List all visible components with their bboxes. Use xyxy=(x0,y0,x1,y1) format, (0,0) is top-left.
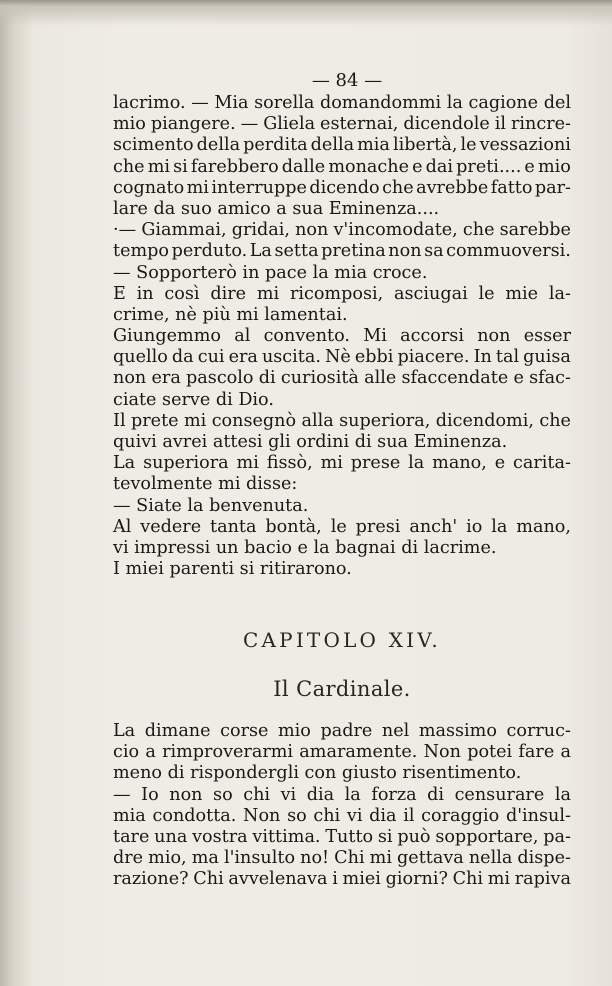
text-line: cio a rimproverarmi amaramente. Non potei fare a xyxy=(113,742,571,763)
text-line: Il prete mi consegnò alla superiora, dicendomi, che xyxy=(113,410,571,431)
chapter-subtitle: Il Cardinale. xyxy=(273,677,411,701)
text-line: mio piangere. — Gliela esternai, dicendole il rincre- xyxy=(113,114,571,135)
text-block-bottom xyxy=(113,721,571,891)
text-line: quello da cui era uscita. Nè ebbi piacere. In tal guisa xyxy=(113,347,571,368)
text-line: vi impressi un bacio e la bagnai di lacrime. xyxy=(113,537,497,558)
text-line: — Io non so chi vi dia la forza di censurare la xyxy=(113,784,571,805)
chapter-title: CAPITOLO XIV. xyxy=(243,628,441,652)
text-line: ciate serve di Dio. xyxy=(113,389,274,410)
text-block-top xyxy=(113,70,571,580)
text-line: scimento della perdita della mia libertà, le vessazioni xyxy=(113,135,571,156)
text-line: ·— Giammai, gridai, non v'incomodate, che sarebbe xyxy=(113,220,571,241)
paragraph-lines xyxy=(113,721,571,891)
text-line: La dimane corse mio padre nel massimo corruc- xyxy=(113,721,571,741)
text-line: E in così dire mi ricomposi, asciugai le mie la- xyxy=(113,283,571,304)
text-line: crime, nè più mi lamentai. xyxy=(113,304,348,325)
text-line: non era pascolo di curiosità alle sfaccendate e sfac- xyxy=(113,368,571,389)
text-line: razione? Chi avvelenava i miei giorni? Chi mi rapiva xyxy=(113,869,571,890)
text-line: Giungemmo al convento. Mi accorsi non esser xyxy=(113,326,571,347)
text-line: tevolmente mi disse: xyxy=(113,474,298,495)
text-line: lare da suo amico a sua Eminenza.... xyxy=(113,198,440,219)
text-line: — Siate la benvenuta. xyxy=(113,495,309,516)
text-line: dre mio, ma l'insulto no! Chi mi gettava nella dispe- xyxy=(113,848,571,869)
text-line: lacrimo. — Mia sorella domandommi la cagione del xyxy=(113,93,571,113)
text-line: tare una vostra vittima. Tutto si può sopportare, pa- xyxy=(113,826,571,847)
text-line: cognato mi interruppe dicendo che avrebbe fatto par- xyxy=(113,177,571,198)
paragraph-lines xyxy=(113,93,571,580)
page-number: — 84 — xyxy=(311,70,383,91)
text-line: Al vedere tanta bontà, le presi anch' io la mano, xyxy=(113,516,571,537)
text-line: meno di rispondergli con giusto risentimento. xyxy=(113,763,522,784)
text-line: — Sopporterò in pace la mia croce. xyxy=(113,262,428,283)
text-line: quivi avrei attesi gli ordini di sua Eminenza. xyxy=(113,432,508,452)
text-line: La superiora mi fissò, mi prese la mano, e carita- xyxy=(113,453,571,474)
text-line: I miei parenti si ritirarono. xyxy=(113,559,352,580)
text-line: che mi si farebbero dalle monache e dai preti.... e mio xyxy=(113,156,571,177)
text-line: mia condotta. Non so chi vi dia il coraggio d'insul- xyxy=(113,805,571,826)
text-line: tempo perduto. La setta pretina non sa commuoversi. xyxy=(113,241,571,262)
